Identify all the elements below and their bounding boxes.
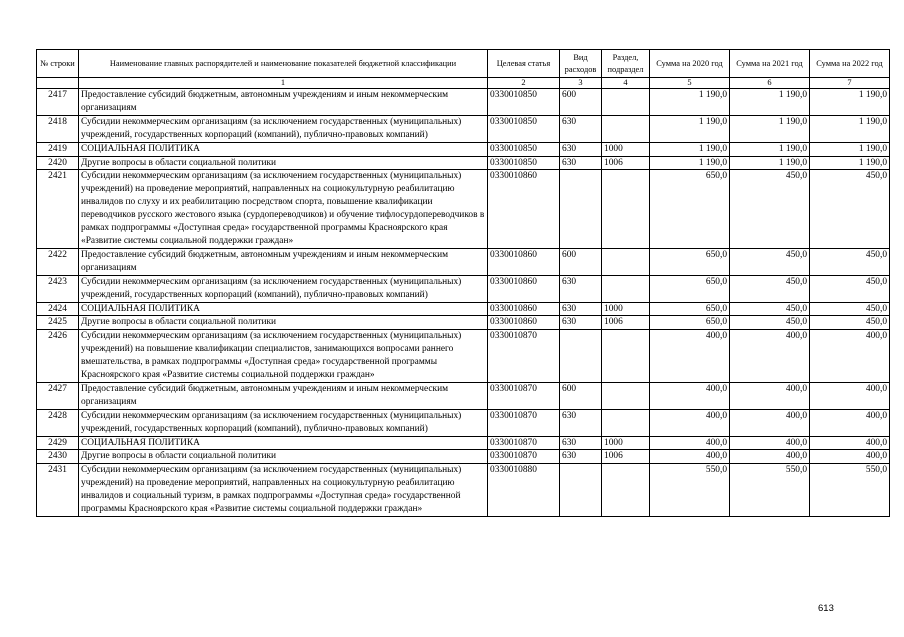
row-section: 1006 xyxy=(602,450,650,464)
row-target-article: 0330010860 xyxy=(488,275,560,302)
row-sum-2021: 1 190,0 xyxy=(730,115,810,142)
row-sum-2021: 400,0 xyxy=(730,382,810,409)
column-number: 4 xyxy=(602,78,650,89)
header-name: Наименование главных распорядителей и наименование показателей бюджетной классификации xyxy=(79,50,488,78)
table-row xyxy=(37,330,890,383)
row-sum-2022: 1 190,0 xyxy=(810,156,890,170)
row-name: СОЦИАЛЬНАЯ ПОЛИТИКА xyxy=(79,142,488,156)
row-number: 2417 xyxy=(37,89,79,116)
row-sum-2020: 650,0 xyxy=(650,170,730,248)
table-row xyxy=(37,436,890,450)
row-section: 1000 xyxy=(602,436,650,450)
row-section xyxy=(602,89,650,116)
row-sum-2020: 650,0 xyxy=(650,316,730,330)
row-target-article: 0330010870 xyxy=(488,382,560,409)
row-expense-type xyxy=(560,330,602,383)
row-expense-type: 630 xyxy=(560,302,602,316)
row-number: 2421 xyxy=(37,170,79,248)
column-number-row xyxy=(37,78,890,89)
row-expense-type: 630 xyxy=(560,142,602,156)
row-name: Субсидии некоммерческим организациям (за исключением государственных (муниципальных) учреждений, государственных корпораций (компаний), публично-правовых компаний) xyxy=(79,115,488,142)
table-row xyxy=(37,409,890,436)
column-number: 1 xyxy=(79,78,488,89)
row-name: Предоставление субсидий бюджетным, автономным учреждениям и иным некоммерческим организациям xyxy=(79,89,488,116)
row-sum-2020: 650,0 xyxy=(650,248,730,275)
row-sum-2021: 550,0 xyxy=(730,464,810,517)
column-number: 7 xyxy=(810,78,890,89)
page-number: 613 xyxy=(818,603,834,614)
row-section xyxy=(602,248,650,275)
row-target-article: 0330010880 xyxy=(488,464,560,517)
row-target-article: 0330010850 xyxy=(488,142,560,156)
row-sum-2020: 1 190,0 xyxy=(650,115,730,142)
row-target-article: 0330010870 xyxy=(488,436,560,450)
row-target-article: 0330010850 xyxy=(488,115,560,142)
row-sum-2021: 400,0 xyxy=(730,436,810,450)
row-sum-2022: 1 190,0 xyxy=(810,115,890,142)
row-sum-2021: 450,0 xyxy=(730,316,810,330)
row-sum-2022: 450,0 xyxy=(810,316,890,330)
table-row xyxy=(37,115,890,142)
row-number: 2418 xyxy=(37,115,79,142)
row-number: 2428 xyxy=(37,409,79,436)
row-sum-2021: 400,0 xyxy=(730,409,810,436)
row-name: Другие вопросы в области социальной политики xyxy=(79,156,488,170)
column-number: 2 xyxy=(488,78,560,89)
row-sum-2021: 400,0 xyxy=(730,330,810,383)
header-sum-2022: Сумма на 2022 год xyxy=(810,50,890,78)
row-section xyxy=(602,330,650,383)
row-number: 2429 xyxy=(37,436,79,450)
row-sum-2022: 1 190,0 xyxy=(810,89,890,116)
row-sum-2021: 450,0 xyxy=(730,275,810,302)
table-row xyxy=(37,89,890,116)
row-sum-2020: 1 190,0 xyxy=(650,142,730,156)
row-expense-type: 600 xyxy=(560,248,602,275)
row-name: Другие вопросы в области социальной политики xyxy=(79,450,488,464)
row-expense-type xyxy=(560,170,602,248)
row-section xyxy=(602,275,650,302)
row-expense-type: 630 xyxy=(560,316,602,330)
row-number: 2427 xyxy=(37,382,79,409)
row-expense-type: 600 xyxy=(560,382,602,409)
table-row xyxy=(37,248,890,275)
row-sum-2022: 450,0 xyxy=(810,248,890,275)
row-number: 2422 xyxy=(37,248,79,275)
row-sum-2022: 450,0 xyxy=(810,302,890,316)
row-target-article: 0330010860 xyxy=(488,248,560,275)
row-sum-2022: 450,0 xyxy=(810,170,890,248)
column-number: 6 xyxy=(730,78,810,89)
header-expense-type: Вид расходов xyxy=(560,50,602,78)
row-expense-type: 630 xyxy=(560,275,602,302)
row-sum-2022: 550,0 xyxy=(810,464,890,517)
row-section: 1000 xyxy=(602,142,650,156)
row-sum-2022: 400,0 xyxy=(810,450,890,464)
budget-table xyxy=(36,49,890,517)
row-target-article: 0330010850 xyxy=(488,89,560,116)
row-name: Субсидии некоммерческим организациям (за исключением государственных (муниципальных) учреждений) на проведение мероприятий, направленных на социокультурную реабилитацию инвалидов по слуху и их реабилитацию посредством спорта, повышение квалификации переводчиков русского жестового языка (сурдопереводчиков) и обучение тифлосурдопереводчиков в рамках подпрограммы «Доступная среда» государственной программы Красноярского края «Развитие системы социальной поддержки граждан» xyxy=(79,170,488,248)
table-row xyxy=(37,450,890,464)
row-name: СОЦИАЛЬНАЯ ПОЛИТИКА xyxy=(79,302,488,316)
row-sum-2021: 1 190,0 xyxy=(730,156,810,170)
row-number: 2419 xyxy=(37,142,79,156)
row-sum-2021: 450,0 xyxy=(730,302,810,316)
row-sum-2022: 1 190,0 xyxy=(810,142,890,156)
row-expense-type: 630 xyxy=(560,450,602,464)
row-sum-2020: 650,0 xyxy=(650,275,730,302)
row-target-article: 0330010850 xyxy=(488,156,560,170)
row-sum-2021: 450,0 xyxy=(730,248,810,275)
row-expense-type xyxy=(560,464,602,517)
row-name: Предоставление субсидий бюджетным, автономным учреждениям и иным некоммерческим организациям xyxy=(79,248,488,275)
row-target-article: 0330010860 xyxy=(488,170,560,248)
row-sum-2020: 550,0 xyxy=(650,464,730,517)
table-row xyxy=(37,275,890,302)
row-sum-2020: 1 190,0 xyxy=(650,89,730,116)
row-sum-2020: 1 190,0 xyxy=(650,156,730,170)
row-name: Субсидии некоммерческим организациям (за исключением государственных (муниципальных) учреждений, государственных корпораций (компаний), публично-правовых компаний) xyxy=(79,409,488,436)
table-row xyxy=(37,382,890,409)
row-number: 2420 xyxy=(37,156,79,170)
row-section xyxy=(602,170,650,248)
column-number: 3 xyxy=(560,78,602,89)
row-sum-2020: 400,0 xyxy=(650,382,730,409)
row-target-article: 0330010870 xyxy=(488,409,560,436)
row-sum-2022: 450,0 xyxy=(810,275,890,302)
row-expense-type: 630 xyxy=(560,115,602,142)
row-name: СОЦИАЛЬНАЯ ПОЛИТИКА xyxy=(79,436,488,450)
row-number: 2426 xyxy=(37,330,79,383)
table-row xyxy=(37,316,890,330)
row-number: 2430 xyxy=(37,450,79,464)
row-target-article: 0330010870 xyxy=(488,330,560,383)
row-name: Субсидии некоммерческим организациям (за исключением государственных (муниципальных) учреждений) на повышение квалификации специалистов, занимающихся вопросами раннего вмешательства, в рамках подпрограммы «Доступная среда» государственной программы Красноярского края «Развитие системы социальной поддержки граждан» xyxy=(79,330,488,383)
table-row xyxy=(37,156,890,170)
row-section: 1000 xyxy=(602,302,650,316)
row-expense-type: 600 xyxy=(560,89,602,116)
row-number: 2425 xyxy=(37,316,79,330)
row-section xyxy=(602,382,650,409)
row-sum-2021: 400,0 xyxy=(730,450,810,464)
row-section: 1006 xyxy=(602,156,650,170)
header-target-article: Целевая статья xyxy=(488,50,560,78)
row-section xyxy=(602,464,650,517)
row-sum-2022: 400,0 xyxy=(810,330,890,383)
row-sum-2020: 650,0 xyxy=(650,302,730,316)
table-row xyxy=(37,302,890,316)
row-target-article: 0330010860 xyxy=(488,316,560,330)
row-number: 2424 xyxy=(37,302,79,316)
row-sum-2021: 450,0 xyxy=(730,170,810,248)
row-sum-2022: 400,0 xyxy=(810,382,890,409)
row-sum-2020: 400,0 xyxy=(650,330,730,383)
header-section: Раздел, подраздел xyxy=(602,50,650,78)
row-expense-type: 630 xyxy=(560,409,602,436)
row-section xyxy=(602,115,650,142)
row-name: Субсидии некоммерческим организациям (за исключением государственных (муниципальных) учреждений) на проведение мероприятий, направленных на социокультурную реабилитацию инвалидов и социальный туризм, в рамках подпрограммы «Доступная среда» государственной программы Красноярского края «Развитие системы социальной поддержки граждан» xyxy=(79,464,488,517)
row-sum-2020: 400,0 xyxy=(650,436,730,450)
row-section xyxy=(602,409,650,436)
row-sum-2021: 1 190,0 xyxy=(730,142,810,156)
column-number xyxy=(37,78,79,89)
row-expense-type: 630 xyxy=(560,436,602,450)
row-sum-2021: 1 190,0 xyxy=(730,89,810,116)
table-row xyxy=(37,464,890,517)
column-number: 5 xyxy=(650,78,730,89)
row-sum-2022: 400,0 xyxy=(810,409,890,436)
header-sum-2021: Сумма на 2021 год xyxy=(730,50,810,78)
table-row xyxy=(37,170,890,248)
row-sum-2022: 400,0 xyxy=(810,436,890,450)
row-name: Субсидии некоммерческим организациям (за исключением государственных (муниципальных) учреждений, государственных корпораций (компаний), публично-правовых компаний) xyxy=(79,275,488,302)
row-expense-type: 630 xyxy=(560,156,602,170)
row-sum-2020: 400,0 xyxy=(650,450,730,464)
row-name: Предоставление субсидий бюджетным, автономным учреждениям и иным некоммерческим организациям xyxy=(79,382,488,409)
row-number: 2423 xyxy=(37,275,79,302)
header-sum-2020: Сумма на 2020 год xyxy=(650,50,730,78)
row-sum-2020: 400,0 xyxy=(650,409,730,436)
row-target-article: 0330010860 xyxy=(488,302,560,316)
table-row xyxy=(37,142,890,156)
header-row-number: № строки xyxy=(37,50,79,78)
row-number: 2431 xyxy=(37,464,79,517)
row-target-article: 0330010870 xyxy=(488,450,560,464)
row-section: 1006 xyxy=(602,316,650,330)
header-row xyxy=(37,50,890,78)
row-name: Другие вопросы в области социальной политики xyxy=(79,316,488,330)
